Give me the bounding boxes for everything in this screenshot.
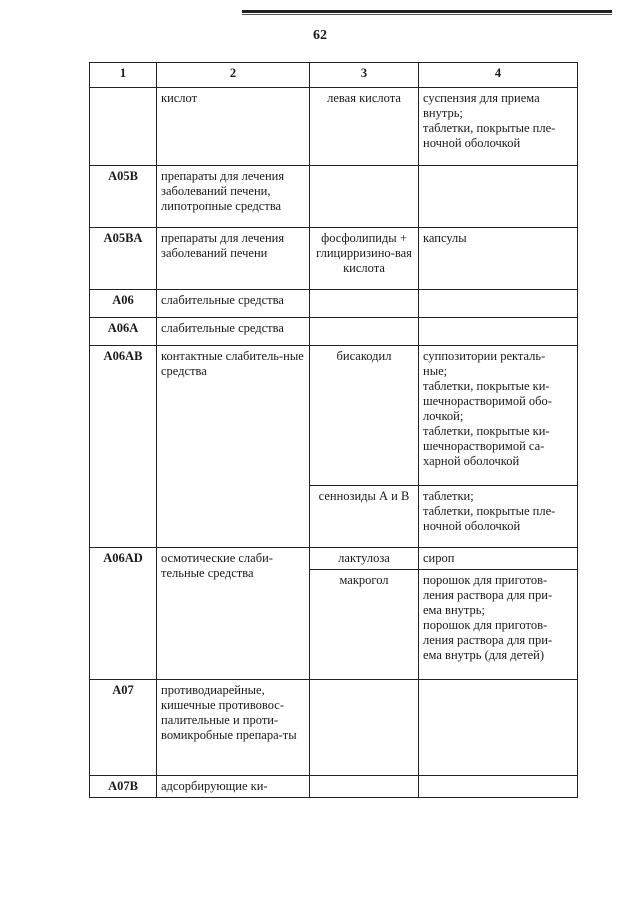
form-line: таблетки, покрытые ки- [423,424,550,438]
atc-code: A05BA [90,228,157,290]
form-line: ные; [423,364,448,378]
substance [310,680,419,776]
substance: фосфолипиды + глицирризино-вая кислота [310,228,419,290]
group-name: адсорбирующие ки- [157,776,310,798]
header-row [90,63,578,88]
substance: макрогол [310,570,419,680]
dosage-forms [419,776,578,798]
atc-code [90,88,157,166]
group-name: препараты для лечения заболеваний печени [157,228,310,290]
form-line: ления раствора для при- [423,588,553,602]
form-line: таблетки, покрытые пле- [423,504,556,518]
table-row [90,318,578,346]
group-name: препараты для лечения заболеваний печени, липотропные средства [157,166,310,228]
table-row [90,346,578,486]
table-row [90,166,578,228]
dosage-forms [419,88,578,166]
form-line: суспензия для приема [423,91,540,105]
form-line: таблетки, покрытые ки- [423,379,550,393]
group-name: контактные слабитель-ные средства [157,346,310,548]
dosage-forms [419,570,578,680]
dosage-forms [419,680,578,776]
group-name: слабительные средства [157,318,310,346]
header-col-1: 1 [90,63,157,88]
header-col-2: 2 [157,63,310,88]
top-rule-thin [242,14,612,15]
form-line: порошок для приготов- [423,618,548,632]
form-line: суппозитории ректаль- [423,349,546,363]
form-line: внутрь; [423,106,463,120]
form-line: шечнорастворимой обо- [423,394,552,408]
group-name: слабительные средства [157,290,310,318]
page-number: 62 [313,28,327,43]
dosage-forms [419,548,578,570]
form-line: харной оболочкой [423,454,520,468]
header-col-4: 4 [419,63,578,88]
table-row [90,88,578,166]
dosage-forms [419,346,578,486]
table-row [90,548,578,570]
dosage-forms [419,228,578,290]
drug-table [89,62,578,798]
dosage-forms [419,290,578,318]
form-line: ления раствора для при- [423,633,553,647]
substance [310,166,419,228]
atc-code: A06 [90,290,157,318]
substance [310,318,419,346]
form-line: ема внутрь; [423,603,485,617]
substance: сеннозиды А и В [310,486,419,548]
form-line: сироп [423,551,455,565]
form-line: капсулы [423,231,467,245]
form-line: ема внутрь (для детей) [423,648,544,662]
group-name: кислот [157,88,310,166]
atc-code: A06A [90,318,157,346]
dosage-forms [419,166,578,228]
form-line: ночной оболочкой [423,519,521,533]
atc-code: A07 [90,680,157,776]
table-row [90,680,578,776]
substance: бисакодил [310,346,419,486]
form-line: лочкой; [423,409,464,423]
header-col-3: 3 [310,63,419,88]
form-line: таблетки, покрытые пле- [423,121,556,135]
substance: левая кислота [310,88,419,166]
form-line: таблетки; [423,489,474,503]
dosage-forms [419,486,578,548]
dosage-forms [419,318,578,346]
table-row [90,290,578,318]
substance [310,776,419,798]
substance: лактулоза [310,548,419,570]
atc-code: A06AD [90,548,157,680]
table-row [90,776,578,798]
form-line: порошок для приготов- [423,573,548,587]
form-line: ночной оболочкой [423,136,521,150]
group-name: осмотические слаби-тельные средства [157,548,310,680]
atc-code: A07B [90,776,157,798]
table-row [90,228,578,290]
atc-code: A06AB [90,346,157,548]
atc-code: A05B [90,166,157,228]
substance [310,290,419,318]
form-line: шечнорастворимой са- [423,439,545,453]
top-rule [242,10,612,13]
group-name: противодиарейные, кишечные противовос-палительные и проти-вомикробные препара-ты [157,680,310,776]
